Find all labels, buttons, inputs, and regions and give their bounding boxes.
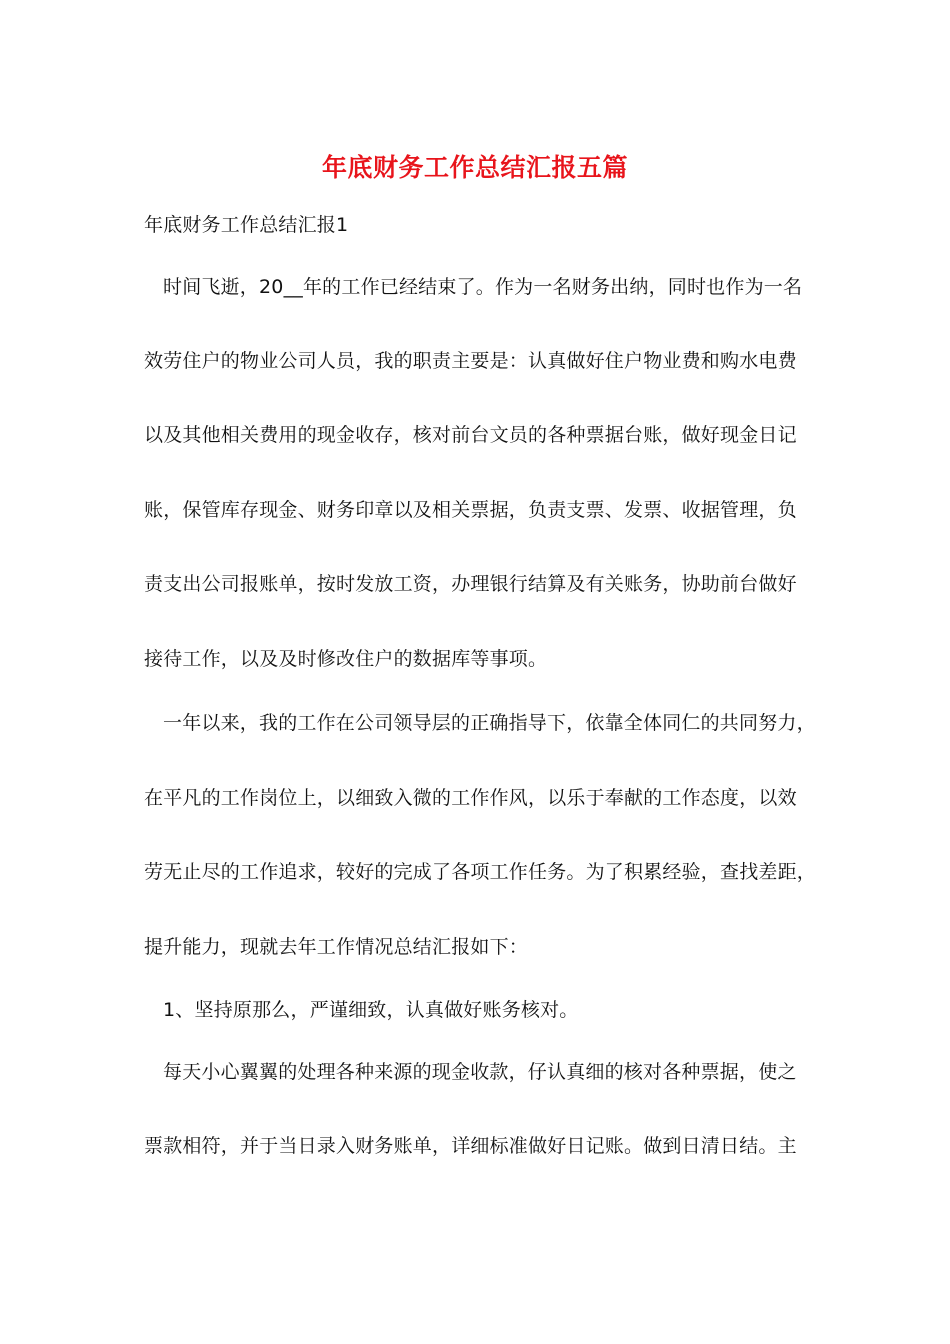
paragraph-line: 账，保管库存现金、财务印章以及相关票据，负责支票、发票、收据管理，负 xyxy=(144,499,797,521)
paragraph-line: 提升能力，现就去年工作情况总结汇报如下： xyxy=(144,936,529,958)
list-item-heading: 1、坚持原那么，严谨细致，认真做好账务核对。 xyxy=(163,999,579,1021)
paragraph-line: 责支出公司报账单，按时发放工资，办理银行结算及有关账务，协助前台做好 xyxy=(144,573,797,595)
paragraph-line: 以及其他相关费用的现金收存，核对前台文员的各种票据台账，做好现金日记 xyxy=(144,424,797,446)
paragraph-line: 效劳住户的物业公司人员，我的职责主要是：认真做好住户物业费和购水电费 xyxy=(144,350,797,372)
paragraph-line: 票款相符，并于当日录入财务账单，详细标准做好日记账。做到日清日结。主 xyxy=(144,1135,797,1157)
paragraph-line: 时间飞逝，20__年的工作已经结束了。作为一名财务出纳，同时也作为一名 xyxy=(163,276,803,298)
paragraph-line: 每天小心翼翼的处理各种来源的现金收款，仔认真细的核对各种票据，使之 xyxy=(163,1061,797,1083)
paragraph-line: 在平凡的工作岗位上，以细致入微的工作作风，以乐于奉献的工作态度，以效 xyxy=(144,787,797,809)
paragraph-line: 劳无止尽的工作追求，较好的完成了各项工作任务。为了积累经验，查找差距， xyxy=(144,861,817,883)
paragraph-line: 接待工作，以及及时修改住户的数据库等事项。 xyxy=(144,648,548,670)
section-heading: 年底财务工作总结汇报1 xyxy=(144,214,349,236)
paragraph-line: 一年以来，我的工作在公司领导层的正确指导下，依靠全体同仁的共同努力， xyxy=(163,712,816,734)
document-title: 年底财务工作总结汇报五篇 xyxy=(321,153,628,182)
